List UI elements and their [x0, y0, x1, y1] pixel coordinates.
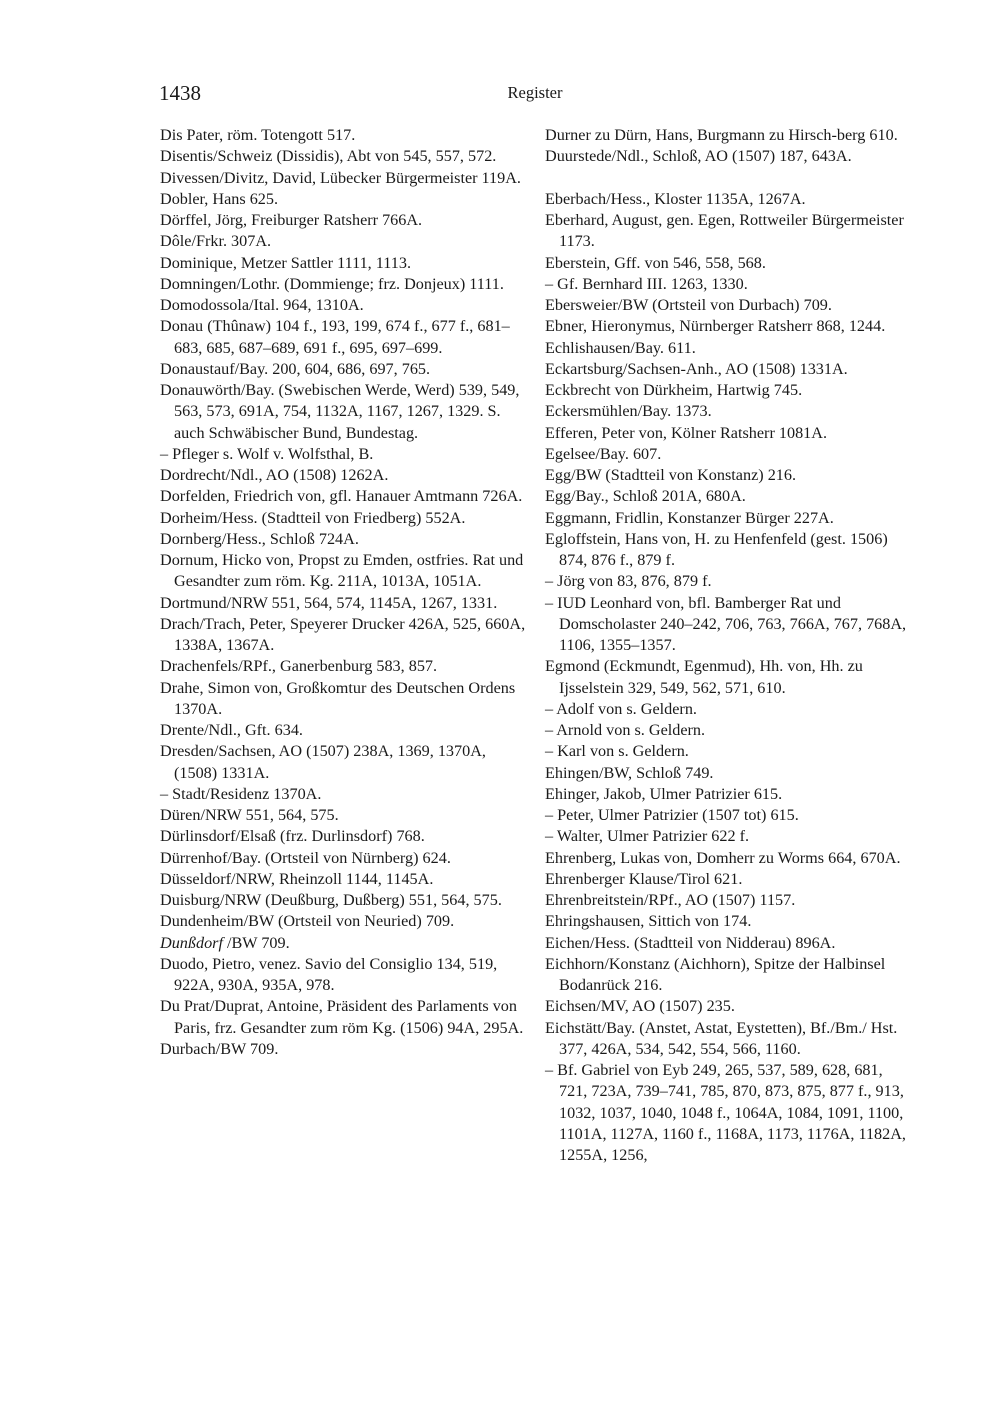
index-entry [545, 253, 915, 274]
index-entry [545, 784, 915, 805]
index-entry-text: Drachenfels/RPf., Ganerbenburg 583, 857. [160, 657, 438, 676]
index-entry-text: Domningen/Lothr. (Dommienge; frz. Donjeux) 1111. [160, 274, 504, 293]
index-entry-text: Ehrenberg, Lukas von, Domherr zu Worms 664, 670A. [545, 848, 901, 867]
index-entry [160, 444, 530, 465]
index-entry [545, 1018, 915, 1061]
index-entry [545, 826, 915, 847]
index-entry-text: Duurstede/Ndl., Schloß, AO (1507) 187, 643A. [545, 147, 852, 166]
index-entry [160, 189, 530, 210]
index-entry [545, 380, 915, 401]
index-entry [160, 805, 530, 826]
index-entry-text: Eckersmühlen/Bay. 1373. [545, 402, 712, 421]
index-entry-text: Ehinger, Jakob, Ulmer Patrizier 615. [545, 784, 783, 803]
index-entry-text: Dis Pater, röm. Totengott 517. [160, 126, 356, 144]
index-entry-text: Egloffstein, Hans von, H. zu Henfenfeld (gest. 1506) 874, 876 f., 879 f. [545, 529, 888, 569]
index-entry [160, 890, 530, 911]
index-entry [160, 529, 530, 550]
index-entry-text: Eberbach/Hess., Kloster 1135A, 1267A. [545, 189, 806, 208]
index-entry [545, 274, 915, 295]
index-entry [160, 380, 530, 444]
index-entry-text: Du Prat/Duprat, Antoine, Präsident des Parlaments von Paris, frz. Gesandter zum röm Kg. (1506) 94A, 295A. [160, 997, 524, 1037]
index-entry-text: Divessen/Divitz, David, Lübecker Bürgermeister 119A. [160, 168, 521, 187]
index-entry [545, 486, 915, 507]
index-entry-text: Donaustauf/Bay. 200, 604, 686, 697, 765. [160, 359, 431, 378]
index-entry [545, 996, 915, 1017]
index-entry-text: Ebner, Hieronymus, Nürnberger Ratsherr 868, 1244. [545, 317, 886, 336]
index-entry [545, 933, 915, 954]
index-entry [545, 444, 915, 465]
index-entry-text: – Gf. Bernhard III. 1263, 1330. [545, 274, 748, 293]
index-entry [545, 1060, 915, 1166]
index-entry-text: – Bf. Gabriel von Eyb 249, 265, 537, 589, 628, 681, 721, 723A, 739–741, 785, 870, 873, 875, 877 f., 913, 1032, 1037, 1040, 1048 f., 1064A, 1084, 1091, 1100, 1101A, 1127A, 1160 f., 1168A, 1173, 1176A, 1182A, 1255A, 1256, [545, 1061, 906, 1164]
index-entry [545, 890, 915, 911]
index-entry-text: Eckartsburg/Sachsen-Anh., AO (1508) 1331A. [545, 359, 848, 378]
index-entry-text: Eggmann, Fridlin, Konstanzer Bürger 227A. [545, 508, 834, 527]
index-entry-text: Echlishausen/Bay. 611. [545, 338, 696, 357]
index-entry-text: Düsseldorf/NRW, Rheinzoll 1144, 1145A. [160, 869, 434, 888]
index-entry [545, 869, 915, 890]
index-entry-text: Duisburg/NRW (Deußburg, Dußberg) 551, 564, 575. [160, 891, 502, 909]
index-entry-text: Dundenheim/BW (Ortsteil von Neuried) 709. [160, 912, 455, 931]
index-entry-text: Dominique, Metzer Sattler 1111, 1113. [160, 253, 411, 272]
index-entry-text: Disentis/Schweiz (Dissidis), Abt von 545, 557, 572. [160, 147, 497, 166]
index-entry-text: – Arnold von s. Geldern. [545, 721, 706, 739]
index-entry [545, 763, 915, 784]
index-entry [160, 550, 530, 593]
index-entry [545, 741, 915, 762]
index-entry [545, 295, 915, 316]
index-entry-text: Donau (Thûnaw) 104 f., 193, 199, 674 f., 677 f., 681–683, 685, 687–689, 691 f., 695, 697–699. [160, 317, 510, 357]
index-entry-text: Ebersweier/BW (Ortsteil von Durbach) 709. [545, 296, 832, 314]
index-entry [160, 486, 530, 507]
index-entry [545, 465, 915, 486]
index-entry-text: – Pfleger s. Wolf v. Wolfsthal, B. [160, 444, 374, 463]
index-entry-text: Dornberg/Hess., Schloß 724A. [160, 529, 359, 548]
index-entry [160, 996, 530, 1039]
index-entry [545, 189, 915, 210]
index-entry [545, 848, 915, 869]
index-entry [160, 911, 530, 932]
index-entry-text: Dörffel, Jörg, Freiburger Ratsherr 766A. [160, 211, 423, 229]
index-entry [545, 146, 915, 167]
index-entry-text: Eichhorn/Konstanz (Aichhorn), Spitze der Halbinsel Bodanrück 216. [545, 954, 886, 994]
letter-section-gap [545, 168, 915, 189]
index-entry-text: Dresden/Sachsen, AO (1507) 238A, 1369, 1370A, (1508) 1331A. [160, 742, 486, 782]
index-entry [160, 593, 530, 614]
index-entry-text: Dürlinsdorf/Elsaß (frz. Durlinsdorf) 768. [160, 827, 425, 846]
index-entry-text: – Peter, Ulmer Patrizier (1507 tot) 615. [545, 806, 799, 824]
index-entry-text: Düren/NRW 551, 564, 575. [160, 806, 339, 824]
index-entry [160, 168, 530, 189]
index-entry-text: Eckbrecht von Dürkheim, Hartwig 745. [545, 381, 803, 399]
index-entry-italic-term: Dunßdorf [160, 933, 223, 952]
index-entry [160, 678, 530, 721]
index-entry [160, 253, 530, 274]
index-entry [160, 614, 530, 657]
index-entry [545, 911, 915, 932]
index-entry [160, 465, 530, 486]
index-entry-text: Durner zu Dürn, Hans, Burgmann zu Hirsch-berg 610. [545, 126, 898, 144]
index-entry-text: Eichen/Hess. (Stadtteil von Nidderau) 896A. [545, 933, 836, 952]
index-entry-text: Drente/Ndl., Gft. 634. [160, 721, 303, 739]
index-entry-text: Egg/BW (Stadtteil von Konstanz) 216. [545, 466, 797, 484]
index-entry [545, 593, 915, 657]
index-entry-text: Dorfelden, Friedrich von, gfl. Hanauer Amtmann 726A. [160, 487, 523, 506]
index-entry [160, 848, 530, 869]
index-entry-text: Dorheim/Hess. (Stadtteil von Friedberg) 552A. [160, 508, 466, 527]
index-entry [160, 741, 530, 784]
index-entry [160, 720, 530, 741]
index-entry-text: – Walter, Ulmer Patrizier 622 f. [545, 827, 750, 846]
index-entry [160, 359, 530, 380]
index-entry [545, 508, 915, 529]
index-entry [160, 146, 530, 167]
index-entry [545, 125, 915, 146]
index-entry [545, 210, 915, 253]
index-entry [545, 423, 915, 444]
index-entry-text: – IUD Leonhard von, bfl. Bamberger Rat und Domscholaster 240–242, 706, 763, 766A, 767, 768A, 1106, 1355–1357. [545, 593, 907, 654]
index-entry-text: Dortmund/NRW 551, 564, 574, 1145A, 1267, 1331. [160, 593, 498, 612]
index-entry [160, 274, 530, 295]
index-entry-text: – Adolf von s. Geldern. [545, 699, 697, 718]
index-entry [160, 316, 530, 359]
index-entry [160, 508, 530, 529]
index-entry [545, 571, 915, 592]
index-entry [545, 338, 915, 359]
index-entry [160, 1039, 530, 1060]
index-entry [545, 529, 915, 572]
index-entry-text: Ehrenberger Klause/Tirol 621. [545, 869, 743, 888]
index-entry [545, 720, 915, 741]
index-entry-text: Dobler, Hans 625. [160, 189, 279, 208]
index-entry [160, 125, 530, 146]
index-entry [545, 656, 915, 699]
index-entry-text: Eberhard, August, gen. Egen, Rottweiler Bürgermeister 1173. [545, 211, 904, 251]
index-entry-text: Eberstein, Gff. von 546, 558, 568. [545, 253, 766, 272]
index-entry [160, 656, 530, 677]
index-entry-text: Ehingen/BW, Schloß 749. [545, 763, 714, 782]
page-number: 1438 [159, 81, 201, 105]
index-entry-text: Drach/Trach, Peter, Speyerer Drucker 426A, 525, 660A, 1338A, 1367A. [160, 614, 526, 654]
index-entry-text: Ehrenbreitstein/RPf., AO (1507) 1157. [545, 891, 796, 909]
index-entry-text: Drahe, Simon von, Großkomtur des Deutschen Ordens 1370A. [160, 678, 516, 718]
index-entry [160, 295, 530, 316]
index-entry [545, 316, 915, 337]
index-entry [160, 954, 530, 997]
index-entry [545, 699, 915, 720]
index-entry [545, 401, 915, 422]
index-column-right [545, 125, 915, 1166]
index-entry-text: Donauwörth/Bay. (Swebischen Werde, Werd) 539, 549, 563, 573, 691A, 754, 1132A, 1167, 1267, 1329. S. auch Schwäbischer Bund, Bundestag. [160, 381, 520, 442]
index-entry-text: Durbach/BW 709. [160, 1039, 279, 1058]
index-entry-text: Dornum, Hicko von, Propst zu Emden, ostfries. Rat und Gesandter zum röm. Kg. 211A, 1013A, 1051A. [160, 551, 524, 591]
index-entry-text: Egmond (Eckmundt, Egenmud), Hh. von, Hh. zu Ijsselstein 329, 549, 562, 571, 610. [545, 657, 863, 697]
index-entry [160, 210, 530, 231]
index-entry [160, 933, 530, 954]
index-entry-text: Duodo, Pietro, venez. Savio del Consiglio 134, 519, 922A, 930A, 935A, 978. [160, 954, 498, 994]
index-entry-text: Dürrenhof/Bay. (Ortsteil von Nürnberg) 624. [160, 848, 451, 867]
index-entry-text: Eichsen/MV, AO (1507) 235. [545, 997, 735, 1016]
index-entry [160, 869, 530, 890]
index-column-left [160, 125, 530, 1060]
index-entry-text: Egelsee/Bay. 607. [545, 444, 662, 463]
index-entry [545, 359, 915, 380]
index-entry [160, 784, 530, 805]
index-entry [545, 954, 915, 997]
index-entry-text: Eichstätt/Bay. (Anstet, Astat, Eystetten), Bf./Bm./ Hst. 377, 426A, 534, 542, 554, 566, 1160. [545, 1018, 898, 1058]
index-entry-text: Dordrecht/Ndl., AO (1508) 1262A. [160, 466, 389, 484]
index-entry-text: Domodossola/Ital. 964, 1310A. [160, 296, 364, 314]
index-entry-text: – Karl von s. Geldern. [545, 742, 689, 761]
index-entry-text: Efferen, Peter von, Kölner Ratsherr 1081A. [545, 423, 828, 442]
index-entry-text: – Stadt/Residenz 1370A. [160, 784, 322, 803]
index-entry-text: – Jörg von 83, 876, 879 f. [545, 572, 712, 591]
index-entry-text: /BW 709. [222, 933, 290, 952]
running-title: Register [507, 83, 563, 102]
index-entry-text: Egg/Bay., Schloß 201A, 680A. [545, 487, 746, 506]
index-entry-text: Ehringshausen, Sittich von 174. [545, 912, 752, 931]
index-entry [545, 805, 915, 826]
index-entry-text: Dôle/Frkr. 307A. [160, 232, 272, 251]
index-entry [160, 826, 530, 847]
index-entry [160, 231, 530, 252]
